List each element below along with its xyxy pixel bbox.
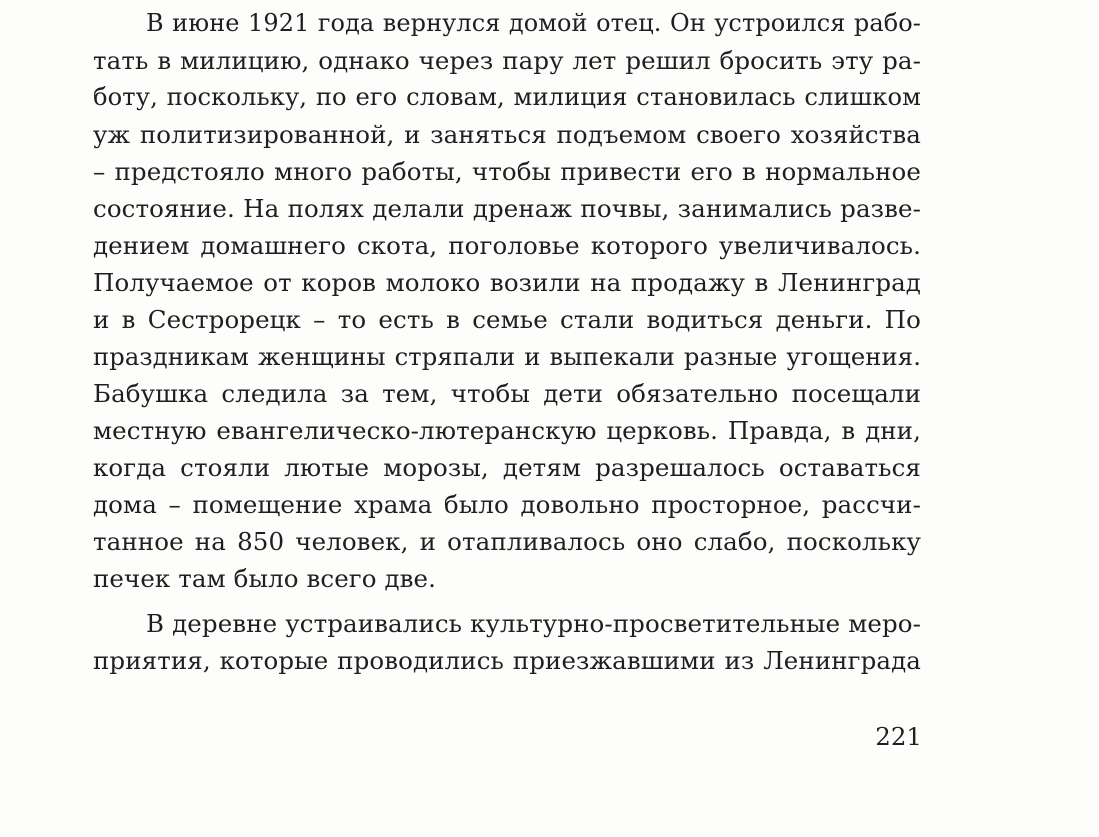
text-line: уж политизированной, и заняться подъемом своего хозяйства xyxy=(93,120,921,149)
text-line: и в Сестрорецк – то есть в семье стали водиться деньги. По xyxy=(93,305,921,334)
paragraph-gap xyxy=(93,597,921,605)
text-line: – предстояло много работы, чтобы привести его в нормальное xyxy=(93,157,921,186)
text-line: когда стояли лютые морозы, детям разрешалось оставаться xyxy=(93,453,921,482)
paragraph xyxy=(93,5,921,597)
text-line: печек там было всего две. xyxy=(93,564,437,593)
text-line: состояние. На полях делали дренаж почвы, занимались разве- xyxy=(93,194,921,223)
page-number: 221 xyxy=(875,722,922,751)
text-line: дома – помещение храма было довольно просторное, рассчи- xyxy=(93,490,921,519)
text-line: В июне 1921 года вернулся домой отец. Он устроился рабо- xyxy=(146,9,921,37)
text-line: танное на 850 человек, и отапливалось оно слабо, поскольку xyxy=(93,527,921,556)
text-line: Бабушка следила за тем, чтобы дети обязательно посещали xyxy=(93,379,921,408)
text-line: местную евангелическо-лютеранскую церковь. Правда, в дни, xyxy=(93,416,921,445)
text-line: Получаемое от коров молоко возили на продажу в Ленинград xyxy=(93,268,921,297)
text-line: В деревне устраивались культурно-просветительные меро- xyxy=(146,609,921,638)
text-line: тать в милицию, однако через пару лет решил бросить эту ра- xyxy=(93,46,921,75)
text-line: приятия, которые проводились приезжавшими из Ленинграда xyxy=(93,646,921,675)
body-text xyxy=(93,5,921,679)
paragraph xyxy=(93,605,921,679)
text-line: боту, поскольку, по его словам, милиция становилась слишком xyxy=(93,83,921,111)
text-line: праздникам женщины стряпали и выпекали разные угощения. xyxy=(93,342,921,371)
text-line: дением домашнего скота, поголовье которого увеличивалось. xyxy=(93,231,921,260)
